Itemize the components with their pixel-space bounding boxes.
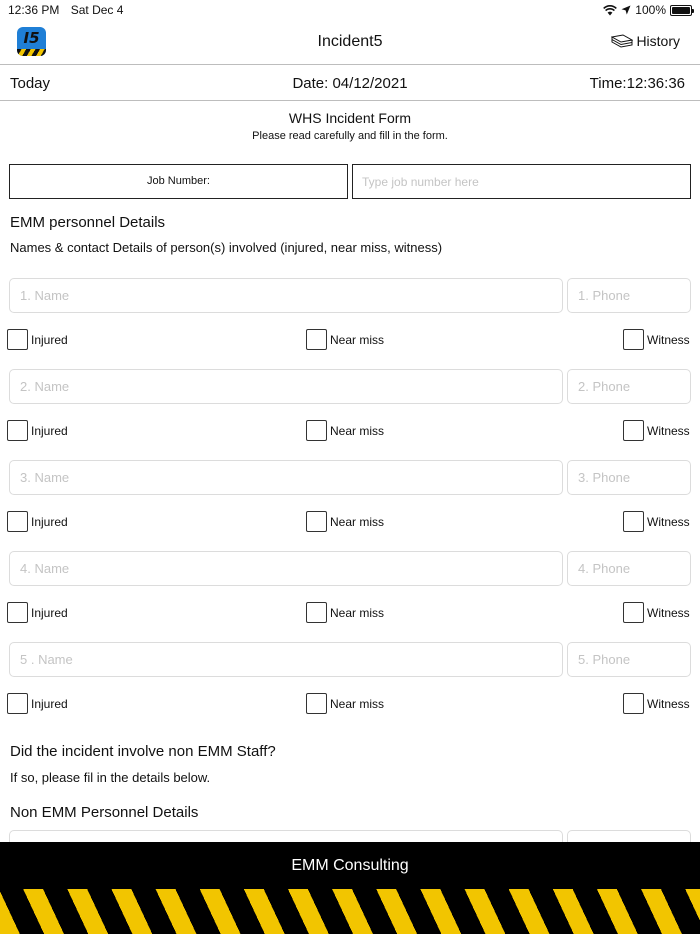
footer-banner bbox=[0, 842, 700, 934]
hazard-stripes bbox=[0, 889, 700, 934]
injured-label: Injured bbox=[31, 514, 68, 529]
wifi-icon bbox=[603, 5, 617, 16]
checkbox-box[interactable] bbox=[7, 602, 28, 623]
status-time: 12:36 PM bbox=[8, 3, 60, 17]
history-button[interactable] bbox=[611, 33, 680, 49]
checkbox-box[interactable] bbox=[306, 602, 327, 623]
person-4-checkbox-row bbox=[0, 602, 700, 624]
battery-icon bbox=[670, 5, 692, 16]
status-date: Sat Dec 4 bbox=[70, 3, 124, 17]
status-bar bbox=[0, 0, 700, 20]
near-miss-label: Near miss bbox=[330, 332, 385, 347]
status-left bbox=[8, 3, 131, 17]
witness-label: Witness bbox=[647, 514, 690, 529]
nav-bar bbox=[0, 20, 700, 65]
person-3-name-input[interactable] bbox=[9, 460, 563, 495]
injured-label: Injured bbox=[31, 605, 68, 620]
checkbox-box[interactable] bbox=[306, 329, 327, 350]
checkbox-box[interactable] bbox=[623, 329, 644, 350]
person-4-injured-checkbox[interactable] bbox=[7, 602, 68, 623]
emm-personnel-description: Names & contact Details of person(s) involved (injured, near miss, witness) bbox=[10, 240, 443, 255]
checkbox-box[interactable] bbox=[7, 511, 28, 532]
person-3-near-miss-checkbox[interactable] bbox=[306, 511, 384, 532]
time-label: Time: bbox=[589, 75, 627, 92]
person-4-witness-checkbox[interactable] bbox=[623, 602, 690, 623]
date-value: 04/12/2021 bbox=[332, 75, 408, 92]
app-logo-text: I5 bbox=[23, 29, 40, 47]
checkbox-box[interactable] bbox=[7, 329, 28, 350]
checkbox-box[interactable] bbox=[306, 511, 327, 532]
person-3-witness-checkbox[interactable] bbox=[623, 511, 690, 532]
non-emm-heading: Non EMM Personnel Details bbox=[10, 804, 199, 821]
checkbox-box[interactable] bbox=[623, 420, 644, 441]
page-title: Incident5 bbox=[317, 33, 383, 50]
witness-label: Witness bbox=[647, 423, 690, 438]
checkbox-box[interactable] bbox=[306, 420, 327, 441]
person-3-checkbox-row bbox=[0, 511, 700, 533]
witness-label: Witness bbox=[647, 332, 690, 347]
checkbox-box[interactable] bbox=[623, 602, 644, 623]
time-display bbox=[590, 75, 685, 92]
non-emm-instruction: If so, please fil in the details below. bbox=[10, 770, 211, 785]
witness-label: Witness bbox=[647, 605, 690, 620]
injured-label: Injured bbox=[31, 696, 68, 711]
person-5-checkbox-row bbox=[0, 693, 700, 715]
location-arrow-icon bbox=[621, 5, 631, 15]
person-1-checkbox-row bbox=[0, 329, 700, 351]
stacked-papers-icon bbox=[611, 34, 633, 48]
person-5-injured-checkbox[interactable] bbox=[7, 693, 68, 714]
person-4-phone-input[interactable] bbox=[567, 551, 691, 586]
injured-label: Injured bbox=[31, 423, 68, 438]
person-2-near-miss-checkbox[interactable] bbox=[306, 420, 384, 441]
person-4-near-miss-checkbox[interactable] bbox=[306, 602, 384, 623]
history-label: History bbox=[636, 33, 680, 49]
status-right bbox=[603, 3, 692, 17]
checkbox-box[interactable] bbox=[623, 511, 644, 532]
checkbox-box[interactable] bbox=[7, 420, 28, 441]
near-miss-label: Near miss bbox=[330, 696, 385, 711]
witness-label: Witness bbox=[647, 696, 690, 711]
near-miss-label: Near miss bbox=[330, 423, 385, 438]
date-label: Date: bbox=[292, 75, 329, 92]
person-2-name-input[interactable] bbox=[9, 369, 563, 404]
person-3-phone-input[interactable] bbox=[567, 460, 691, 495]
checkbox-box[interactable] bbox=[306, 693, 327, 714]
person-1-injured-checkbox[interactable] bbox=[7, 329, 68, 350]
non-emm-question: Did the incident involve non EMM Staff? bbox=[10, 743, 276, 760]
checkbox-box[interactable] bbox=[7, 693, 28, 714]
person-5-phone-input[interactable] bbox=[567, 642, 691, 677]
near-miss-label: Near miss bbox=[330, 514, 385, 529]
person-1-near-miss-checkbox[interactable] bbox=[306, 329, 384, 350]
injured-label: Injured bbox=[31, 332, 68, 347]
person-1-name-input[interactable] bbox=[9, 278, 563, 313]
footer-company-name: EMM Consulting bbox=[291, 857, 409, 874]
person-2-injured-checkbox[interactable] bbox=[7, 420, 68, 441]
person-3-injured-checkbox[interactable] bbox=[7, 511, 68, 532]
time-value: 12:36:36 bbox=[626, 75, 685, 92]
job-number-input[interactable] bbox=[352, 164, 691, 199]
form-title: WHS Incident Form bbox=[288, 110, 412, 126]
person-5-name-input[interactable] bbox=[9, 642, 563, 677]
info-bar bbox=[0, 66, 700, 101]
person-2-checkbox-row bbox=[0, 420, 700, 442]
person-5-witness-checkbox[interactable] bbox=[623, 693, 690, 714]
person-2-witness-checkbox[interactable] bbox=[623, 420, 690, 441]
battery-fill bbox=[672, 7, 690, 14]
person-1-phone-input[interactable] bbox=[567, 278, 691, 313]
today-label: Today bbox=[10, 75, 51, 92]
near-miss-label: Near miss bbox=[330, 605, 385, 620]
form-subtitle: Please read carefully and fill in the form. bbox=[252, 130, 448, 142]
battery-percent: 100% bbox=[635, 3, 666, 17]
emm-personnel-heading: EMM personnel Details bbox=[10, 214, 166, 231]
job-number-label: Job Number: bbox=[9, 164, 348, 199]
person-2-phone-input[interactable] bbox=[567, 369, 691, 404]
person-1-witness-checkbox[interactable] bbox=[623, 329, 690, 350]
person-4-name-input[interactable] bbox=[9, 551, 563, 586]
person-5-near-miss-checkbox[interactable] bbox=[306, 693, 384, 714]
checkbox-box[interactable] bbox=[623, 693, 644, 714]
